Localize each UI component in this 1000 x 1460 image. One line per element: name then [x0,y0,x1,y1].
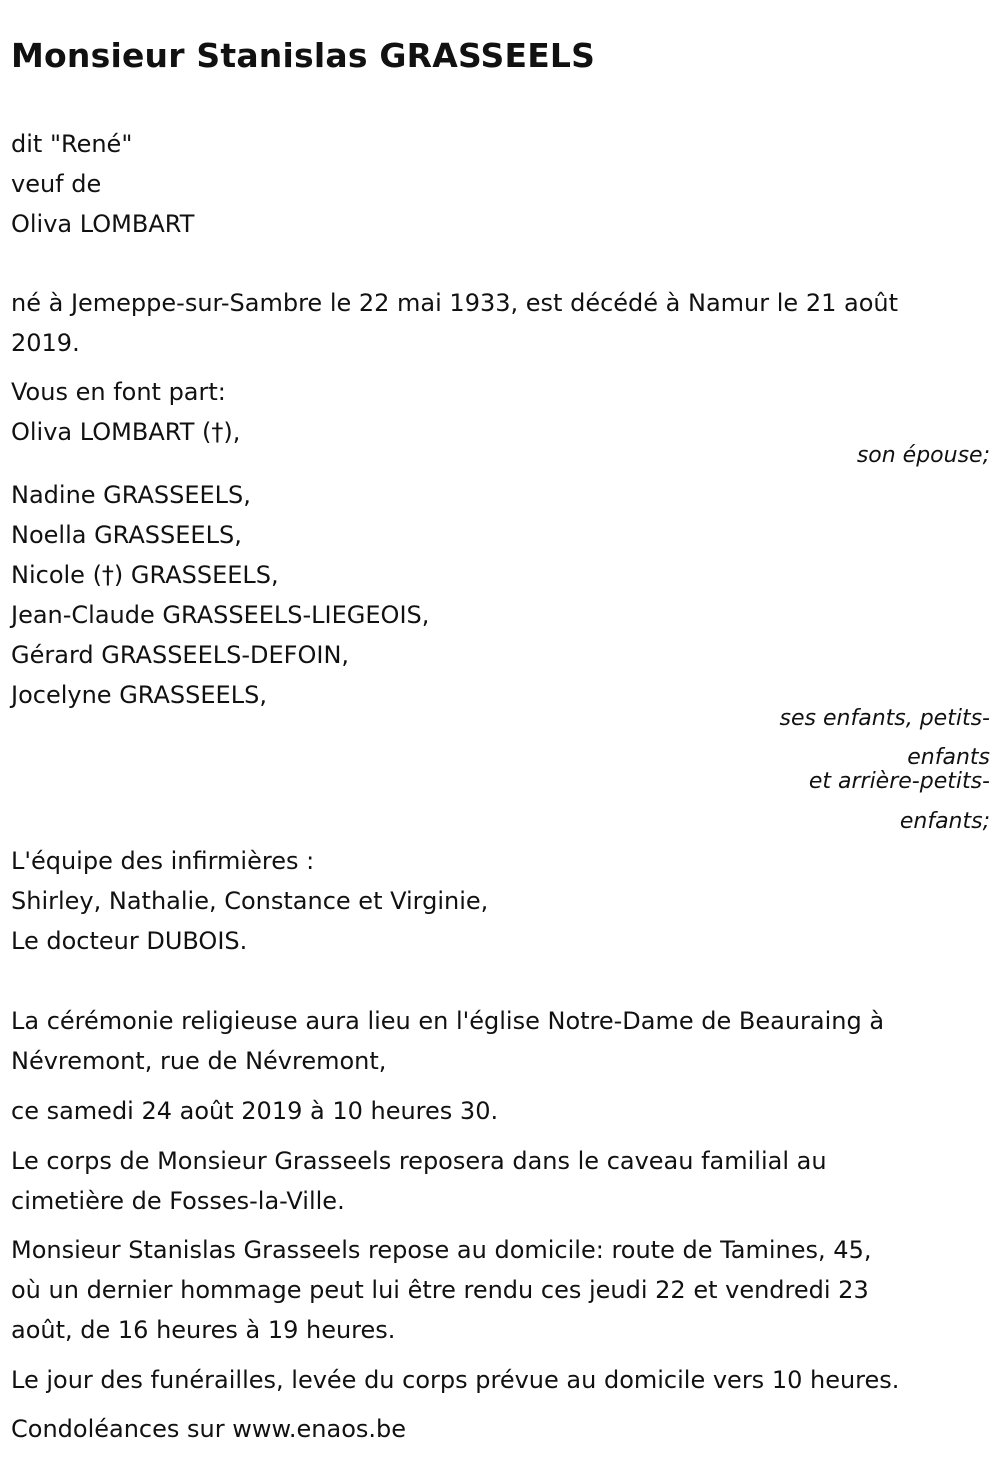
birth-death-line-2: 2019. [11,329,80,357]
child-item: Jean-Claude GRASSEELS-LIEGEOIS, [11,601,430,629]
burial-block [11,1141,991,1221]
funeral-day: Le jour des funérailles, levée du corps prévue au domicile vers 10 heures. [11,1366,900,1394]
condolences-link[interactable]: Condoléances sur www.enaos.be [11,1415,407,1443]
burial-line-2: cimetière de Fosses-la-Ville. [11,1187,345,1215]
nickname: dit "René" [11,130,133,158]
announcers-heading: Vous en font part: [11,378,226,406]
ceremony-date-block [11,1091,991,1131]
child-item: Nicole (†) GRASSEELS, [11,561,279,589]
ceremony-line-1: La cérémonie religieuse aura lieu en l'église Notre-Dame de Beauraing à [11,1007,885,1035]
children-role-line-4: enfants; [899,809,990,834]
children-role-line-2: enfants [907,745,990,770]
children-role-line-1: ses enfants, petits- [779,706,990,731]
announcers-heading-block [11,372,991,452]
intro-block [11,124,991,244]
nurses-heading: L'équipe des infirmières : [11,847,315,875]
condolences-block [11,1409,991,1449]
nurses-names: Shirley, Nathalie, Constance et Virginie, [11,887,489,915]
child-item: Noella GRASSEELS, [11,521,242,549]
ceremony-block [11,1001,991,1081]
rest-block [11,1230,991,1350]
spouse-role: son épouse; [856,443,990,468]
page-title: Monsieur Stanislas GRASSEELS [11,36,596,75]
spouse-name: Oliva LOMBART [11,210,195,238]
doctor-name: Le docteur DUBOIS. [11,927,248,955]
child-item: Gérard GRASSEELS-DEFOIN, [11,641,350,669]
child-item: Nadine GRASSEELS, [11,481,251,509]
ceremony-date: ce samedi 24 août 2019 à 10 heures 30. [11,1097,499,1125]
ceremony-line-2: Névremont, rue de Névremont, [11,1047,387,1075]
birth-death-line-1: né à Jemeppe-sur-Sambre le 22 mai 1933, est décédé à Namur le 21 août [11,289,898,317]
child-item: Jocelyne GRASSEELS, [11,681,267,709]
children-list [11,475,991,715]
announcer-spouse: Oliva LOMBART (†), [11,418,241,446]
children-role-line-3: et arrière-petits- [808,769,990,794]
rest-line-2: où un dernier hommage peut lui être rendu ces jeudi 22 et vendredi 23 [11,1276,869,1304]
birth-death-block [11,283,991,363]
widow-of: veuf de [11,170,102,198]
burial-line-1: Le corps de Monsieur Grasseels reposera dans le caveau familial au [11,1147,827,1175]
funeral-day-block [11,1360,991,1400]
rest-line-3: août, de 16 heures à 19 heures. [11,1316,396,1344]
care-team-block [11,841,991,961]
rest-line-1: Monsieur Stanislas Grasseels repose au domicile: route de Tamines, 45, [11,1236,872,1264]
